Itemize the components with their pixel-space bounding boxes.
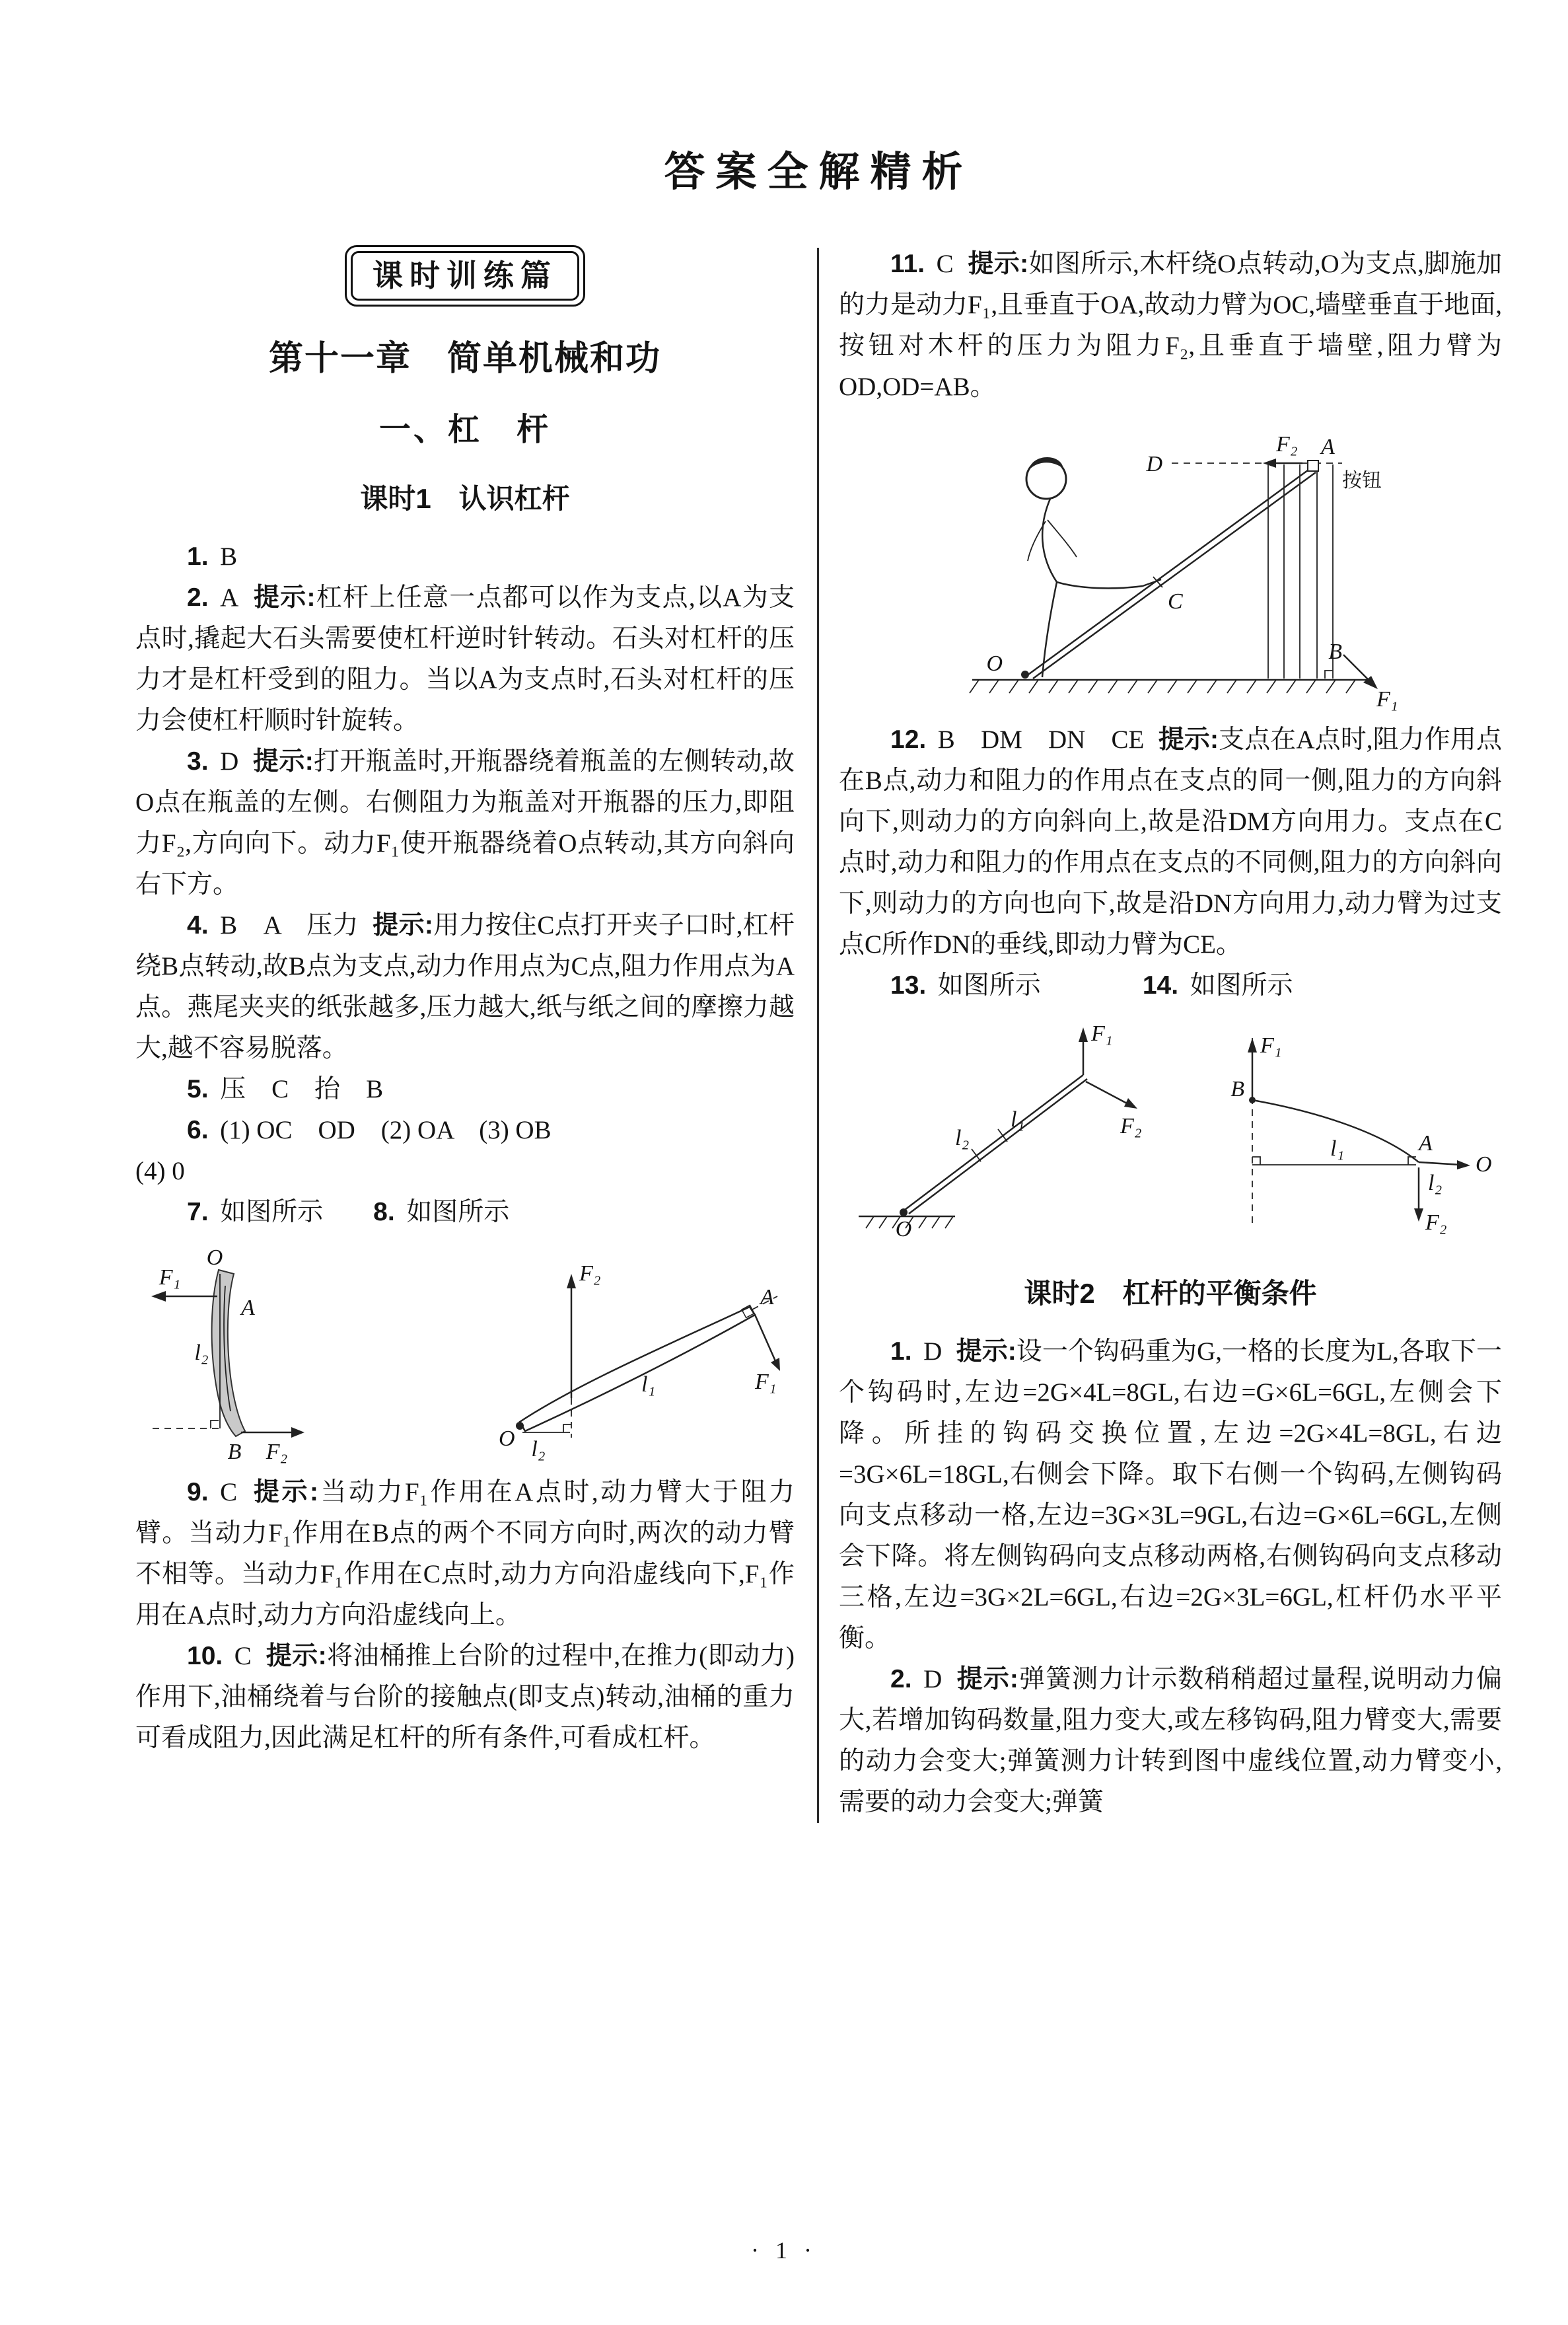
figure-answer-13 — [844, 1019, 1155, 1237]
answer-9-hint: 当动力F₁作用在A点时,动力臂大于阻力臂。当动力F₁作用在B点的两个不同方向时,两次的动力臂不相等。当动力F₁作用在C点时,动力方向沿虚线向下,F₁作用在A点时,动力方向沿虚线向上。 — [135, 1477, 795, 1629]
answer-2 — [135, 577, 795, 741]
section-badge — [345, 245, 585, 307]
answer-4-number: 4. — [187, 910, 209, 940]
fig11-label-a: A — [1321, 435, 1335, 459]
fig7-label-o: O — [206, 1245, 223, 1270]
lesson-2-title: 课时2 杠杆的平衡条件 — [1024, 1278, 1317, 1309]
fig11-label-o: O — [986, 651, 1003, 676]
answer-10 — [135, 1636, 795, 1759]
lesson2-answer-1 — [839, 1331, 1502, 1659]
answer-12-hint: 支点在A点时,阻力作用点在B点,动力和阻力的作用点在支点的同一侧,阻力的方向斜向下,则动力的方向斜向上,故是沿DM方向用力。支点在C点时,动力和阻力的作用点在支点的不同侧,阻力的方向斜向下,则动力的方向也向下,故是沿DN方向用力,动力臂为过支点C所作DN的垂线,即动力臂为CE。 — [839, 725, 1502, 959]
section-badge-label: 课时训练篇 — [351, 251, 579, 301]
figure-answer-11 — [880, 421, 1461, 712]
fig8-label-l1: l₁ — [641, 1372, 656, 1397]
right-column — [839, 244, 1502, 1823]
answer-10-number: 10. — [187, 1641, 223, 1670]
figure-11-row — [839, 408, 1502, 720]
fig14-label-b: B — [1230, 1077, 1244, 1101]
answer-12-number: 12. — [890, 725, 927, 754]
answer-11 — [839, 244, 1502, 408]
lesson2-answer-2 — [839, 1659, 1502, 1823]
answer-1 — [135, 536, 795, 577]
hint-label: 提示: — [251, 1477, 318, 1506]
hint-label: 提示: — [252, 583, 316, 612]
answer-3-hint: 打开瓶盖时,开瓶器绕着瓶盖的左侧转动,故O点在瓶盖的左侧。右侧阻力为瓶盖对开瓶器的压力,即阻力F₂,方向向下。动力F₁使开瓶器绕着O点转动,其方向斜向右下方。 — [135, 747, 795, 899]
answer-10-hint: 将油桶推上台阶的过程中,在推力(即动力)作用下,油桶绕着与台阶的接触点(即支点)转动,油桶的重力可看成阻力,因此满足杠杆的所有条件,可看成杠杆。 — [135, 1641, 795, 1752]
lesson2-answer-2-hint: 弹簧测力计示数稍稍超过量程,说明动力偏大,若增加钩码数量,阻力变大,或左移钩码,阻力臂变大,需要的动力会变大;弹簧测力计转到图中虚线位置,动力臂变小,需要的动力会变大;弹簧 — [839, 1665, 1502, 1816]
answer-1-value: B — [220, 542, 238, 571]
fig8-label-l2: l₂ — [531, 1436, 546, 1461]
fig14-label-l2: l₂ — [1428, 1171, 1443, 1195]
fig11-label-d: D — [1146, 452, 1162, 476]
answer-3 — [135, 741, 795, 905]
fig7-label-f1: F₁ — [159, 1265, 181, 1290]
fig8-label-f2: F₂ — [579, 1261, 601, 1286]
answer-5-number: 5. — [187, 1074, 209, 1103]
figure-answer-7 — [141, 1246, 312, 1464]
fig13-label-f2: F₂ — [1120, 1114, 1142, 1138]
answer-13-14 — [839, 965, 1502, 1006]
fig8-label-f1: F₁ — [755, 1369, 777, 1394]
answer-9 — [135, 1472, 795, 1636]
answer-13-number: 13. — [890, 971, 927, 1000]
hint-label: 提示: — [1158, 725, 1219, 754]
fig11-label-button: 按钮 — [1342, 470, 1382, 492]
answer-7-number: 7. — [187, 1197, 209, 1226]
answer-5 — [135, 1069, 795, 1110]
figures-13-14 — [839, 1006, 1502, 1245]
lesson2-answer-2-value: D — [923, 1665, 943, 1693]
answer-8-value: 如图所示 — [406, 1197, 510, 1226]
answer-1-number: 1. — [187, 542, 209, 571]
fig11-label-b: B — [1328, 640, 1342, 664]
fig13-label-l2: l₂ — [955, 1126, 970, 1150]
fig11-label-c: C — [1168, 589, 1183, 614]
fig7-label-b: B — [227, 1439, 242, 1464]
answer-6-number: 6. — [187, 1115, 209, 1144]
answer-2-hint: 杠杆上任意一点都可以作为支点,以A为支点时,撬起大石头需要使杠杆逆时针转动。石头对杠杆的压力才是杠杆受到的阻力。当以A为支点时,石头对杠杆的压力会使杠杆顺时针旋转。 — [135, 583, 795, 735]
fig7-shapes — [151, 1270, 304, 1438]
fig14-label-a: A — [1419, 1131, 1433, 1156]
fig13-label-f1: F₁ — [1091, 1021, 1113, 1046]
answer-12-value: B DM DN CE — [937, 725, 1145, 754]
figure-answer-14 — [1186, 1019, 1497, 1237]
fig13-label-l1: l₁ — [1011, 1107, 1025, 1132]
column-divider — [817, 248, 819, 1823]
left-column — [135, 244, 795, 1823]
lesson2-answer-1-value: D — [923, 1337, 943, 1366]
answer-6-value: (1) OC OD (2) OA (3) OB — [220, 1115, 552, 1144]
answer-7-value: 如图所示 — [220, 1197, 324, 1226]
answer-8-number: 8. — [373, 1197, 395, 1226]
answer-7-8 — [135, 1192, 795, 1233]
answer-13-value: 如图所示 — [937, 971, 1041, 1000]
figures-7-8 — [135, 1233, 795, 1472]
answer-3-number: 3. — [187, 747, 209, 776]
answer-3-value: D — [220, 747, 239, 776]
lesson2-answer-1-number: 1. — [890, 1337, 912, 1366]
fig13-label-o: O — [895, 1217, 912, 1237]
fig8-shapes — [516, 1274, 780, 1438]
hint-label: 提示: — [266, 1641, 327, 1670]
answer-4 — [135, 905, 795, 1069]
fig14-shapes — [1248, 1038, 1470, 1226]
answer-14-value: 如图所示 — [1190, 971, 1293, 1000]
hint-label: 提示: — [956, 1665, 1018, 1693]
lesson2-answer-2-number: 2. — [890, 1665, 912, 1693]
hint-label: 提示: — [252, 747, 314, 776]
hint-label: 提示: — [373, 910, 433, 940]
fig8-label-o: O — [499, 1426, 515, 1451]
answer-2-value: A — [220, 583, 239, 612]
chapter-title: 第十一章 简单机械和功 — [268, 339, 661, 378]
page-number: · 1 · — [751, 2237, 817, 2264]
answer-14-number: 14. — [1142, 971, 1179, 1000]
fig13-shapes — [859, 1027, 1137, 1228]
answer-10-value: C — [234, 1641, 252, 1670]
answer-2-number: 2. — [187, 583, 209, 612]
answer-11-number: 11. — [890, 250, 925, 278]
fig11-label-f1: F₁ — [1376, 687, 1398, 712]
fig14-label-f1: F₁ — [1260, 1033, 1282, 1058]
answer-4-value: B A 压力 — [220, 910, 359, 940]
fig8-label-a: A — [760, 1284, 774, 1310]
page-title: 答案全解精析 — [664, 149, 974, 195]
fig7-label-f2: F₂ — [266, 1439, 288, 1464]
fig14-label-o: O — [1476, 1152, 1492, 1177]
fig11-shapes — [970, 457, 1378, 693]
two-column-layout — [135, 244, 1502, 1823]
answer-5-value: 压 C 抬 B — [220, 1074, 384, 1103]
fig11-label-f2: F₂ — [1276, 432, 1298, 457]
answer-6-value-2: (4) 0 — [135, 1156, 185, 1185]
hint-label: 提示: — [968, 250, 1029, 278]
answer-6 — [135, 1110, 795, 1192]
fig7-label-a: A — [241, 1295, 255, 1320]
badge-row — [135, 245, 795, 307]
answer-4-hint: 用力按住C点打开夹子口时,杠杆绕B点转动,故B点为支点,动力作用点为C点,阻力作用点为A点。燕尾夹夹的纸张越多,压力越大,纸与纸之间的摩擦力越大,越不容易脱落。 — [135, 910, 795, 1062]
answer-9-number: 9. — [187, 1477, 209, 1506]
fig7-label-l2: l₂ — [194, 1340, 209, 1365]
answer-12 — [839, 720, 1502, 965]
answer-11-value: C — [936, 250, 954, 278]
figure-answer-8 — [472, 1246, 789, 1464]
hint-label: 提示: — [956, 1337, 1016, 1366]
answer-11-hint: 如图所示,木杆绕O点转动,O为支点,脚施加的力是动力F₁,且垂直于OA,故动力臂为OC,墙壁垂直于地面,按钮对木杆的压力为阻力F₂,且垂直于墙壁,阻力臂为OD,OD=AB。 — [839, 250, 1502, 401]
fig14-label-l1: l₁ — [1330, 1136, 1345, 1161]
answer-9-value: C — [220, 1477, 238, 1506]
lesson-1-title: 课时1 认识杠杆 — [360, 482, 570, 514]
section-title: 一、杠 杆 — [378, 412, 551, 447]
lesson2-answer-1-hint: 设一个钩码重为G,一格的长度为L,各取下一个钩码时,左边=2G×4L=8GL,右边=G×6L=6GL,左侧会下降。所挂的钩码交换位置,左边=2G×4L=8GL,右边=3G×6L=18GL,右侧会下降。取下右侧一个钩码,左侧钩码向支点移动一格,左边=3G×3L=9GL,右边=G×6L=6GL,左侧会下降。将左侧钩码向支点移动两格,右侧钩码向支点移动三格,左边=3G×2L=6GL,右边=2G×3L=6GL,杠杆仍水平平衡。 — [839, 1337, 1502, 1652]
fig14-label-f2: F₂ — [1425, 1210, 1447, 1235]
